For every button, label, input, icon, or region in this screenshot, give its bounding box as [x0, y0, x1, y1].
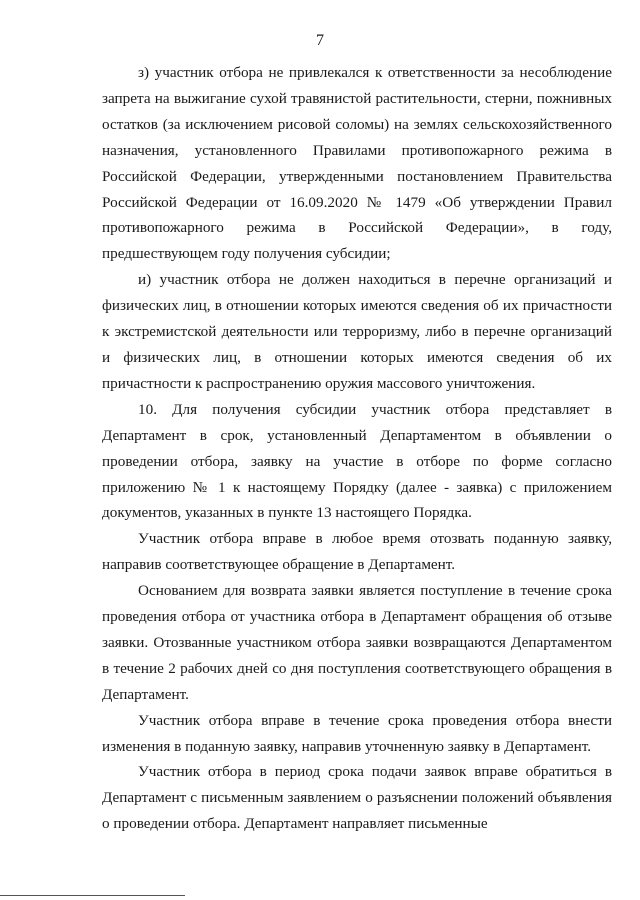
paragraph-changes: Участник отбора вправе в течение срока проведения отбора внести изменения в поданную заявку, направив уточненную заявку в Департамент.: [102, 711, 612, 755]
paragraph-i: и) участник отбора не должен находиться в перечне организаций и физических лиц, в отношении которых имеются сведения об их причастности к экстремистской деятельности или терроризму, либо в перечне организаций и физических лиц, в отношении которых имеются сведения об их причастности к распространению оружия массового уничтожения.: [102, 271, 612, 392]
paragraph-withdraw: Участник отбора вправе в любое время отозвать поданную заявку, направив соответствующее обращение в Департамент.: [102, 530, 612, 574]
paragraph-10: 10. Для получения субсидии участник отбора представляет в Департамент в срок, установленный Департаментом в объявлении о проведении отбора, заявку на участие в отборе по форме согласно приложению № 1 к настоящему Порядку (далее - заявка) с приложением документов, указанных в пункте 13 настоящего Порядка.: [102, 400, 612, 522]
paragraph-z: з) участник отбора не привлекался к ответственности за несоблюдение запрета на выжигание сухой травянистой растительности, стерни, пожнивных остатков (за исключением рисовой соломы) на землях сельскохозяйственного назначения, установленного Правилами противопожарного режима в Российской Федерации, утвержденными постановлением Правительства Российской Федерации от 16.09.2020 № 1479 «Об утверждении Правил противопожарного режима в Российской Федерации», в году, предшествующем году получения субсидии;: [102, 64, 612, 263]
document-body: [102, 60, 612, 837]
paragraph-return-basis: Основанием для возврата заявки является поступление в течение срока проведения отбора от участника отбора в Департамент обращения об отзыве заявки. Отозванные участником отбора заявки возвращаются Департаментом в течение 2 рабочих дней со дня поступления соответствующего обращения в Департамент.: [102, 582, 612, 703]
footnote-divider: [0, 895, 185, 896]
page-number: 7: [316, 32, 324, 49]
paragraph-clarification: Участник отбора в период срока подачи заявок вправе обратиться в Департамент с письменным заявлением о разъяснении положений объявления о проведении отбора. Департамент направляет письменные: [102, 763, 612, 833]
